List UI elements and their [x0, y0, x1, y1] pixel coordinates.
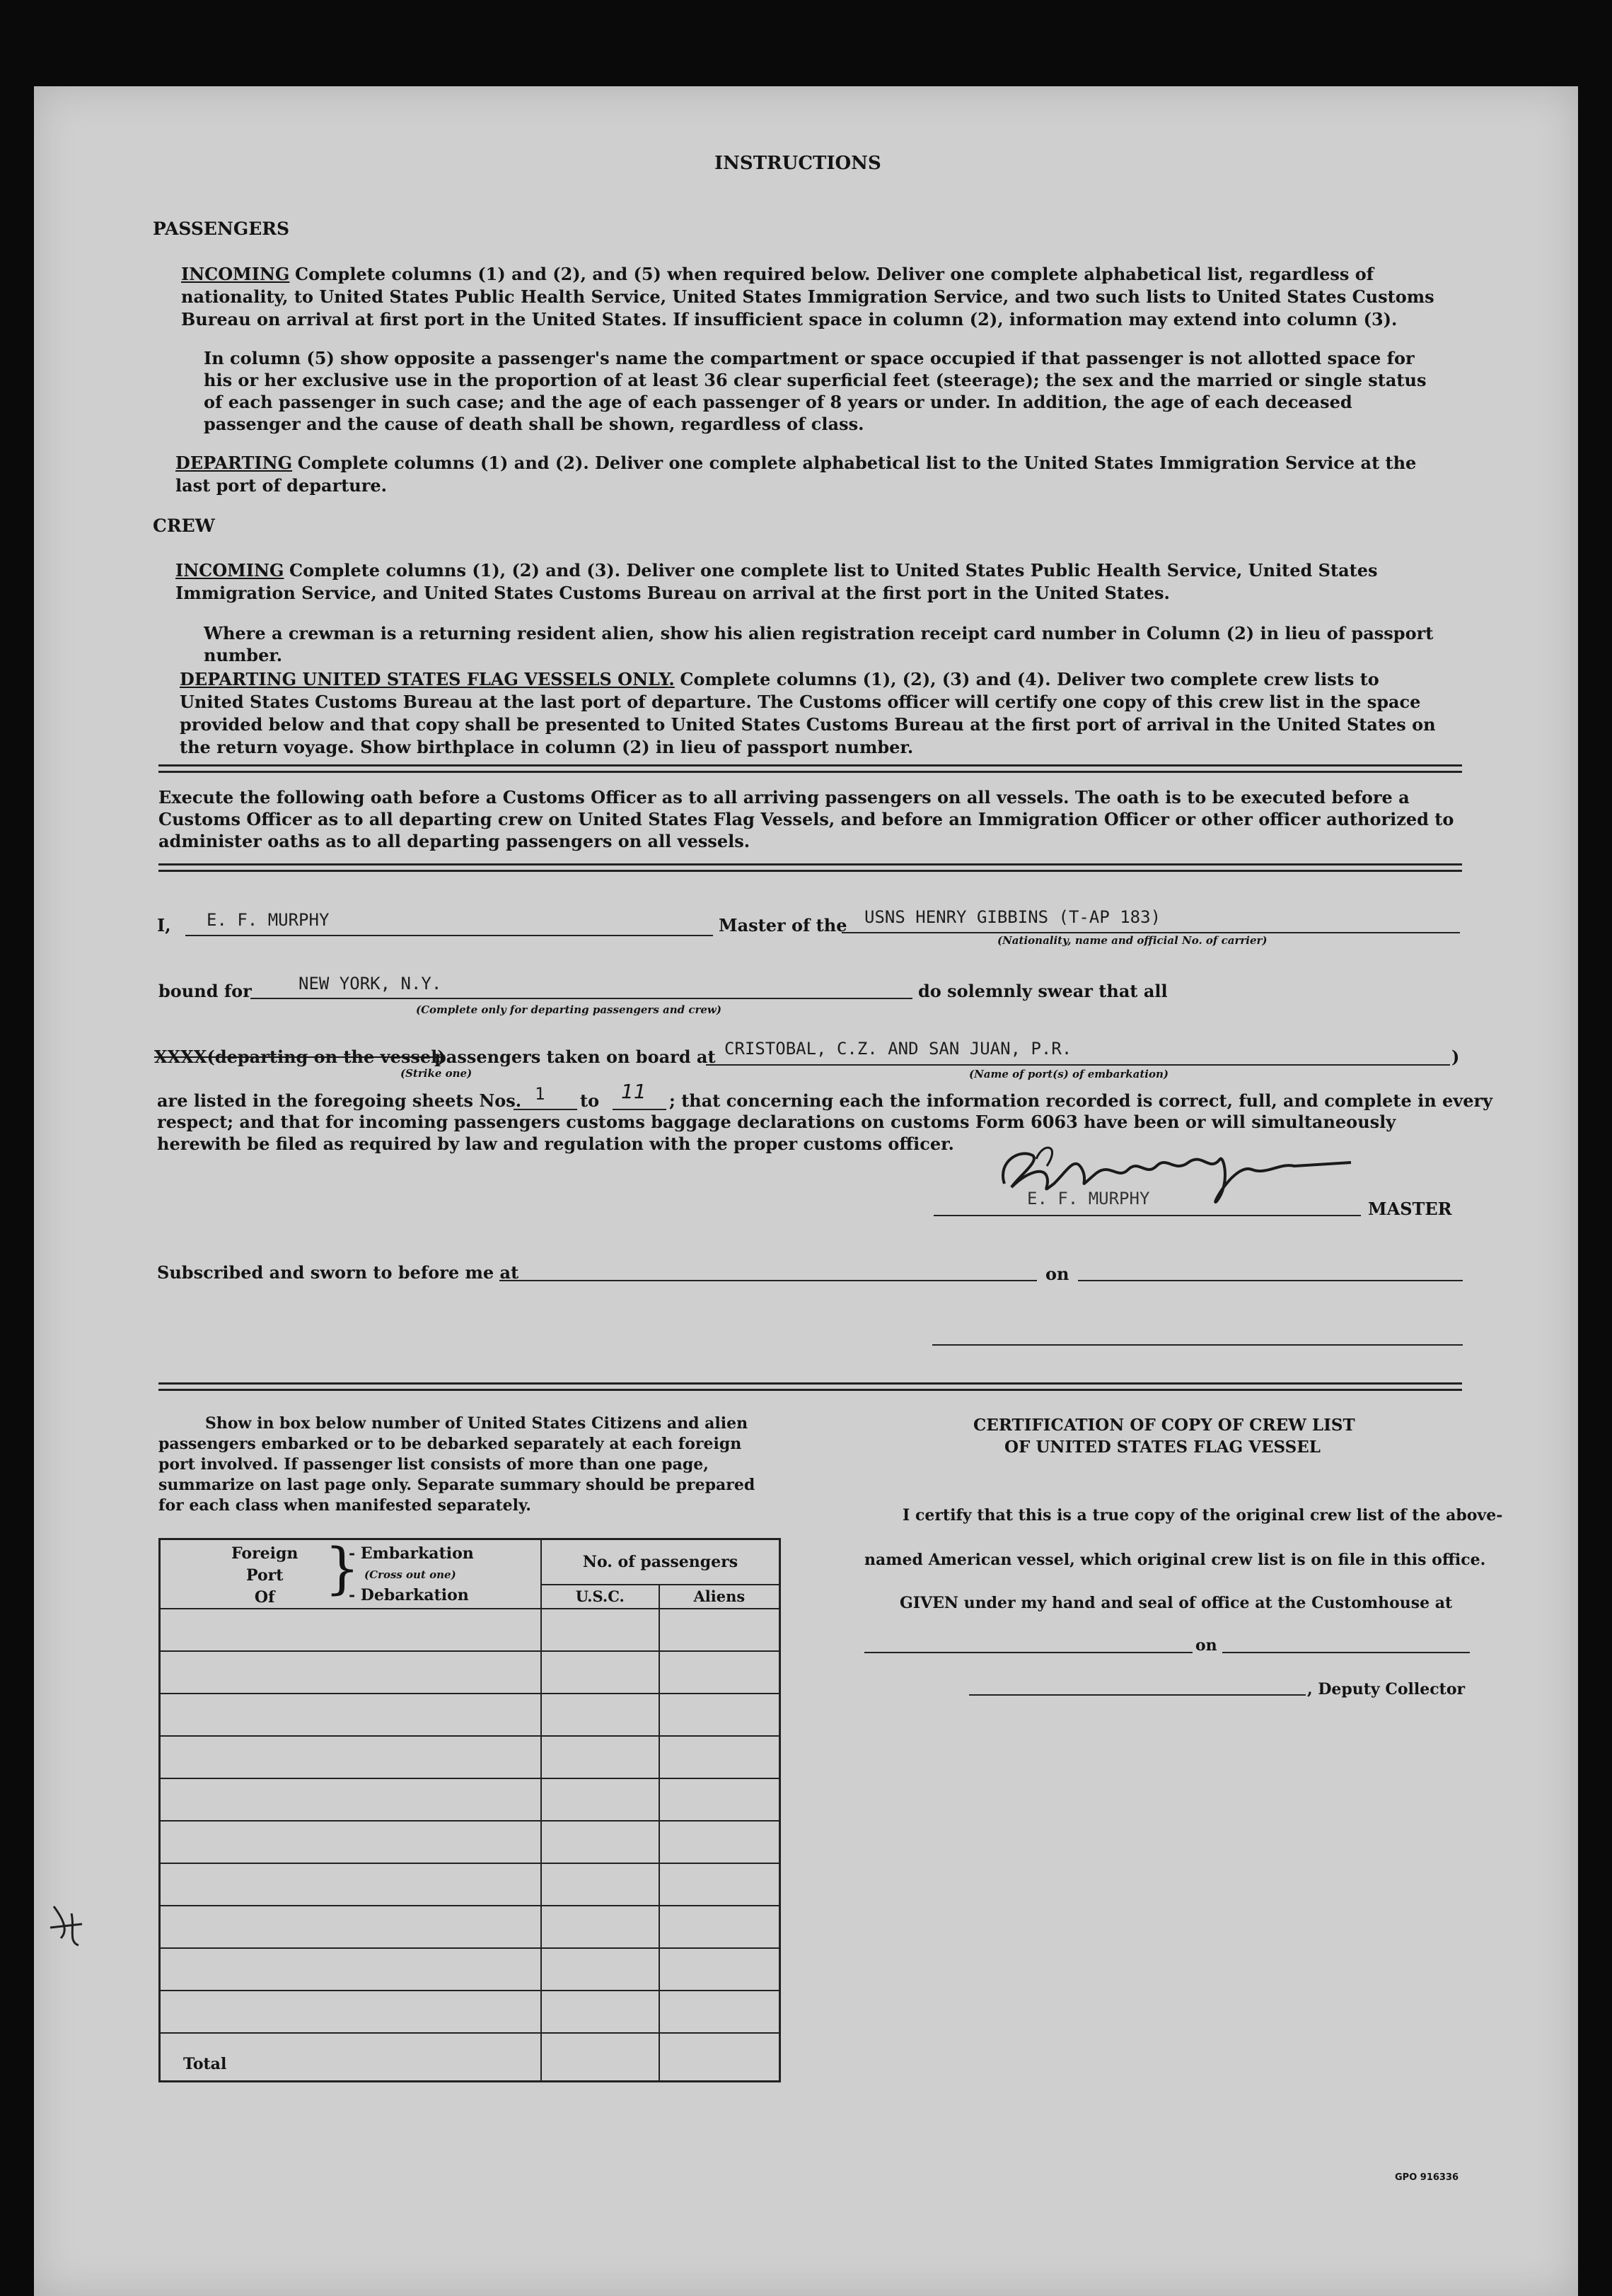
margin-handwritten-mark: [47, 1899, 89, 1949]
bound-for-line: [250, 998, 912, 999]
table-row: [160, 1821, 780, 1863]
port-cell[interactable]: [160, 1736, 541, 1778]
aliens-cell[interactable]: [659, 1736, 780, 1778]
master-name-line: [185, 935, 713, 936]
table-total-row: [160, 2033, 780, 2081]
master-of-label: Master of the: [719, 915, 847, 936]
usc-cell[interactable]: [541, 1651, 659, 1694]
bound-for-label: bound for: [158, 981, 252, 1001]
aliens-cell[interactable]: [659, 1694, 780, 1736]
struck-departing-text: XXXX(departing on the vessel): [154, 1047, 446, 1067]
deputy-signature-line[interactable]: [969, 1694, 1306, 1696]
table-row: [160, 1736, 780, 1778]
crew-departing-text: Complete columns (1), (2), (3) and (4). Deliver two complete crew lists to United States Customs Bureau at the last port of departure. The Customs officer will certify one copy of this crew list in the space provided below and that copy shall be presented to United States Customs Bureau at the first port of arrival in the United States on the return voyage. Show birthplace in column (2) in lieu of passport number.: [180, 669, 1436, 757]
signature-line: [934, 1215, 1361, 1216]
crew-departing-label: DEPARTING UNITED STATES FLAG VESSELS ONLY.: [180, 669, 675, 689]
passengers-incoming-label: INCOMING: [181, 264, 290, 284]
certify-text: I certify that this is a true copy of the original crew list of the above-: [903, 1506, 1503, 1525]
embarkation-option[interactable]: - Embarkation: [349, 1544, 474, 1563]
debarkation-option[interactable]: - Debarkation: [349, 1586, 469, 1604]
aliens-cell[interactable]: [659, 1609, 780, 1651]
aliens-cell[interactable]: [659, 1821, 780, 1863]
bound-caption: (Complete only for departing passengers and crew): [416, 1003, 721, 1016]
aliens-cell[interactable]: [659, 1651, 780, 1694]
passengers-departing-paragraph: [175, 452, 1437, 497]
certification-title-line1: CERTIFICATION OF COPY OF CREW LIST: [973, 1416, 1355, 1435]
section-divider: [158, 863, 1462, 872]
port-cell[interactable]: [160, 1778, 541, 1821]
subscribed-label: Subscribed and sworn to before me at: [157, 1262, 519, 1283]
table-row: [160, 1778, 780, 1821]
port-cell[interactable]: [160, 1991, 541, 2033]
i-label: I,: [157, 915, 171, 936]
subscribed-on-label: on: [1045, 1264, 1069, 1284]
port-cell[interactable]: [160, 1651, 541, 1694]
usc-cell[interactable]: [541, 1778, 659, 1821]
certification-on-label: on: [1195, 1636, 1217, 1655]
usc-header: U.S.C.: [541, 1585, 659, 1609]
given-text: GIVEN under my hand and seal of office at the Customhouse at: [900, 1594, 1453, 1612]
port-cell[interactable]: [160, 1609, 541, 1651]
ports-line: [706, 1064, 1450, 1066]
crew-departing-paragraph: [180, 668, 1437, 759]
passenger-summary-table: [158, 1538, 781, 2082]
signature-typed-name: E. F. MURPHY: [1027, 1189, 1150, 1208]
ports-close-paren: ): [1451, 1047, 1460, 1067]
crew-incoming-text: Complete columns (1), (2) and (3). Deliver one complete list to United States Public Health Service, United States Immigration Service, and United States Customs Bureau on arrival at the first port in the United States.: [175, 560, 1378, 603]
cross-out-caption: (Cross out one): [364, 1568, 456, 1581]
strike-caption: (Strike one): [400, 1067, 472, 1080]
passengers-incoming-text: Complete columns (1) and (2), and (5) when required below. Deliver one complete alphabetical list, regardless of nationality, to United States Public Health Service, United States Immigration Service, and two such lists to United States Customs Bureau on arrival at first port in the United States. If insufficient space in column (2), information may extend into column (3).: [181, 264, 1434, 330]
aliens-cell[interactable]: [659, 1906, 780, 1948]
gpo-code: GPO 916336: [1395, 2172, 1459, 2183]
aliens-cell[interactable]: [659, 1863, 780, 1906]
vessel-field[interactable]: USNS HENRY GIBBINS (T-AP 183): [864, 907, 1161, 927]
summary-instructions: Show in box below number of United States Citizens and alien passengers embarked or to be debarked separately at each foreign port involved. If passenger list consists of more than one page, summarize on last page only. Separate summary should be prepared for each class when manifested separately.: [158, 1414, 755, 1515]
to-label: to: [580, 1090, 600, 1111]
usc-cell[interactable]: [541, 1948, 659, 1991]
of-label: Of: [254, 1588, 275, 1607]
usc-cell[interactable]: [541, 1609, 659, 1651]
table-row: [160, 1694, 780, 1736]
port-cell[interactable]: [160, 1694, 541, 1736]
certification-title-line2: OF UNITED STATES FLAG VESSEL: [1004, 1438, 1321, 1457]
oath-execute-paragraph: Execute the following oath before a Customs Officer as to all arriving passengers on all vessels. The oath is to be executed before a Customs Officer as to all departing crew on United States Flag Vessels, and before an Immigration Officer or other officer authorized to administer oaths as to all departing passengers on all vessels.: [158, 787, 1454, 851]
crew-resident-paragraph: Where a crewman is a returning resident alien, show his alien registration receipt card number in Column (2) in lieu of passport number.: [204, 623, 1434, 665]
table-row: [160, 1863, 780, 1906]
customhouse-line[interactable]: [864, 1652, 1193, 1653]
total-label: Total: [160, 2033, 541, 2081]
usc-cell[interactable]: [541, 1736, 659, 1778]
ports-field[interactable]: CRISTOBAL, C.Z. AND SAN JUAN, P.R.: [724, 1039, 1072, 1059]
master-label: MASTER: [1368, 1199, 1452, 1219]
table-row: [160, 1906, 780, 1948]
no-of-passengers-header: No. of passengers: [541, 1539, 780, 1585]
usc-cell[interactable]: [541, 1906, 659, 1948]
passengers-departing-text: Complete columns (1) and (2). Deliver one complete alphabetical list to the United States Immigration Service at the last port of departure.: [175, 453, 1417, 496]
aliens-cell[interactable]: [659, 1778, 780, 1821]
sheet-to-line: [613, 1109, 666, 1110]
aliens-header: Aliens: [659, 1585, 780, 1609]
passengers-incoming-paragraph: [181, 263, 1437, 331]
aliens-cell[interactable]: [659, 1948, 780, 1991]
bound-for-field[interactable]: NEW YORK, N.Y.: [298, 974, 442, 993]
usc-cell[interactable]: [541, 1694, 659, 1736]
table-row: [160, 1651, 780, 1694]
certification-date-line[interactable]: [1222, 1652, 1470, 1653]
section-divider: [158, 1382, 1462, 1391]
ports-caption: (Name of port(s) of embarkation): [969, 1068, 1169, 1080]
table-row: [160, 1991, 780, 2033]
port-cell[interactable]: [160, 1821, 541, 1863]
crew-heading: CREW: [153, 515, 215, 536]
port-cell[interactable]: [160, 1906, 541, 1948]
brace-icon: }: [325, 1537, 360, 1601]
subscribed-on-line[interactable]: [1078, 1280, 1463, 1281]
usc-cell[interactable]: [541, 1863, 659, 1906]
sheet-from-line: [514, 1109, 577, 1110]
port-cell[interactable]: [160, 1948, 541, 1991]
master-name-field[interactable]: E. F. MURPHY: [207, 910, 330, 930]
respect-text: respect; and that for incoming passengers customs baggage declarations on customs Form 6063 have been or will simultaneously herewith be filed as required by law and regulation with the proper customs officer.: [157, 1112, 1396, 1154]
passengers-departing-label: DEPARTING: [175, 453, 293, 473]
listed-text: are listed in the foregoing sheets Nos.: [157, 1090, 522, 1111]
usc-cell[interactable]: [541, 1991, 659, 2033]
swear-text: do solemnly swear that all: [918, 981, 1168, 1001]
foreign-label: Foreign: [231, 1544, 298, 1563]
usc-total-cell[interactable]: [541, 2033, 659, 2081]
aliens-cell[interactable]: [659, 1991, 780, 2033]
crew-incoming-label: INCOMING: [175, 560, 284, 581]
passengers-taken-text: passengers taken on board at: [434, 1047, 716, 1067]
section-divider: [158, 764, 1462, 773]
usc-cell[interactable]: [541, 1821, 659, 1863]
passengers-heading: PASSENGERS: [153, 218, 290, 239]
vessel-caption: (Nationality, name and official No. of carrier): [997, 934, 1268, 947]
deputy-collector-label: , Deputy Collector: [1307, 1680, 1466, 1698]
passengers-column5-paragraph: In column (5) show opposite a passenger's name the compartment or space occupied if that passenger is not allotted space for his or her exclusive use in the proportion of at least 36 clear superficial feet (steerage); the sex and the married or single status of each passenger in such case; and the age of each passenger of 8 years or under. In addition, the age of each deceased passenger and the cause of death shall be shown, regardless of class.: [204, 348, 1427, 434]
table-row: [160, 1609, 780, 1651]
crew-incoming-paragraph: [175, 559, 1437, 605]
table-row: [160, 1948, 780, 1991]
sheet-to-field[interactable]: 11: [621, 1080, 646, 1103]
vessel-line: [842, 932, 1460, 933]
subscribed-at-line[interactable]: [499, 1280, 1037, 1281]
page-title: INSTRUCTIONS: [714, 153, 881, 174]
aliens-total-cell[interactable]: [659, 2033, 780, 2081]
port-label: Port: [246, 1566, 284, 1585]
officer-signature-line[interactable]: [932, 1344, 1463, 1346]
port-cell[interactable]: [160, 1863, 541, 1906]
concerning-text: ; that concerning each the information recorded is correct, full, and complete in every: [669, 1090, 1493, 1111]
sheet-from-field[interactable]: 1: [535, 1084, 545, 1104]
named-vessel-text: named American vessel, which original crew list is on file in this office.: [864, 1551, 1486, 1569]
foreign-port-header: [160, 1539, 541, 1609]
